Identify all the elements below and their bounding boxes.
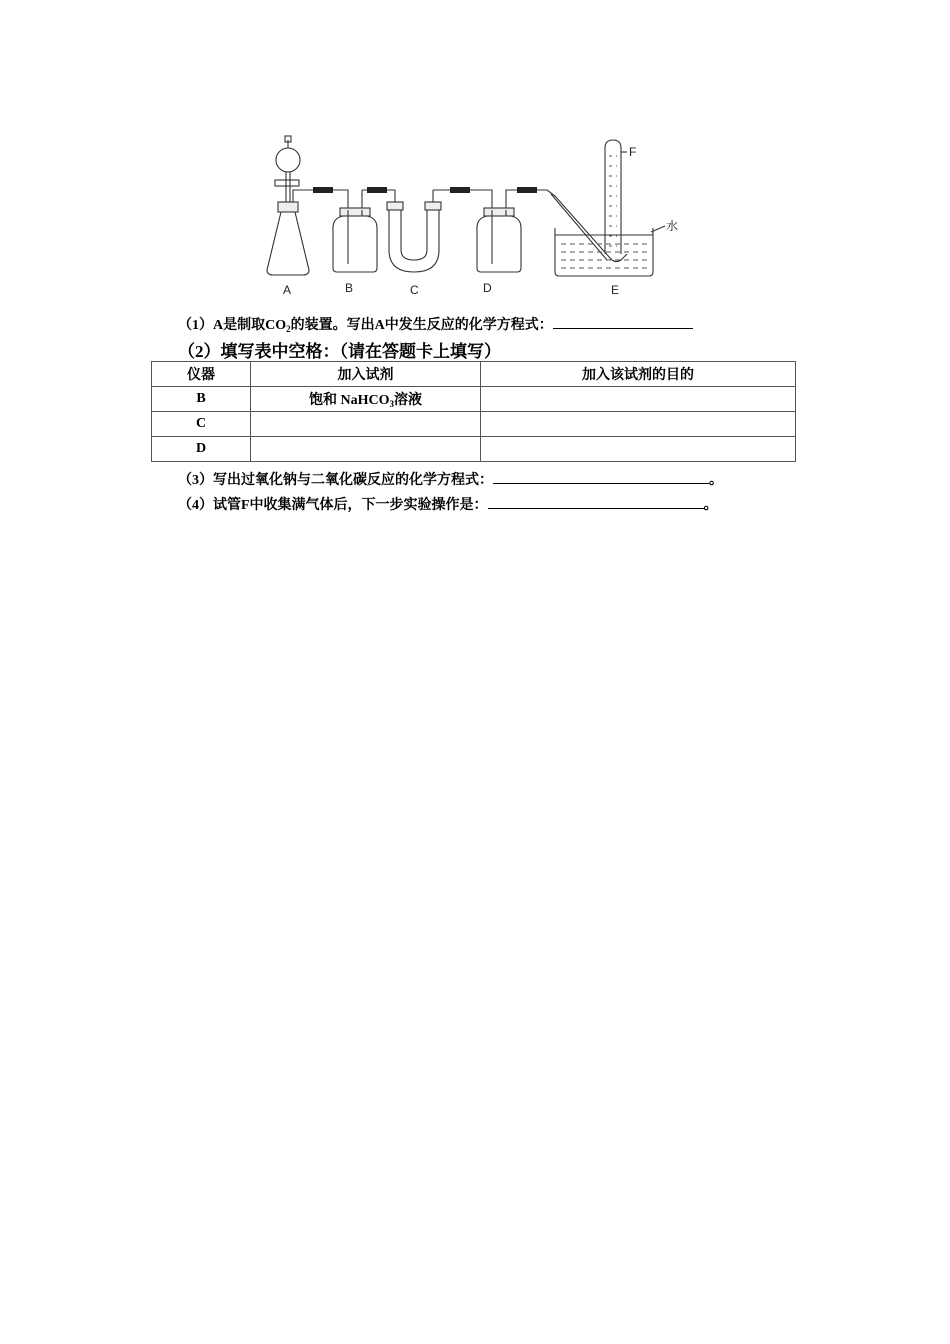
question-2-text: （2）填写表中空格：（请在答题卡上填写） bbox=[178, 342, 501, 361]
question-1-suffix: 的装置。写出A中发生反应的化学方程式： bbox=[290, 318, 553, 333]
label-d: D bbox=[483, 281, 492, 295]
header-reagent: 加入试剂 bbox=[251, 362, 481, 387]
table-header-row bbox=[152, 362, 796, 387]
cell-instrument: C bbox=[152, 412, 251, 437]
label-b: B bbox=[345, 281, 354, 295]
cell-purpose[interactable] bbox=[481, 437, 796, 462]
question-4-text: （4）试管F中收集满气体后，下一步实验操作是： bbox=[178, 498, 488, 513]
reagent-prefix: 饱和 NaHCO bbox=[309, 393, 390, 408]
cell-reagent[interactable] bbox=[251, 437, 481, 462]
test-tube-f bbox=[605, 140, 627, 254]
header-purpose: 加入该试剂的目的 bbox=[481, 362, 796, 387]
bottle-d bbox=[477, 190, 547, 272]
cell-instrument: B bbox=[152, 387, 251, 412]
label-water: 水 bbox=[666, 219, 679, 233]
water-trough-e bbox=[555, 226, 665, 276]
question-3-text: （3）写出过氧化钠与二氧化碳反应的化学方程式： bbox=[178, 473, 493, 488]
cell-reagent[interactable] bbox=[251, 412, 481, 437]
question-1-subscript: 2 bbox=[286, 324, 291, 334]
cell-purpose[interactable] bbox=[481, 387, 796, 412]
reagent-subscript: 3 bbox=[389, 399, 394, 409]
answer-blank-3[interactable] bbox=[493, 469, 709, 484]
question-3-end: 。 bbox=[709, 473, 723, 488]
label-e: E bbox=[611, 283, 620, 297]
cell-instrument: D bbox=[152, 437, 251, 462]
flask-a bbox=[267, 136, 315, 275]
question-4 bbox=[178, 494, 718, 514]
question-2 bbox=[178, 337, 501, 362]
label-f: F bbox=[629, 145, 637, 159]
table-row bbox=[152, 387, 796, 412]
reagent-table bbox=[151, 361, 796, 462]
question-1 bbox=[178, 314, 693, 334]
question-4-end: 。 bbox=[703, 498, 718, 513]
apparatus-diagram bbox=[255, 132, 695, 302]
bottle-b bbox=[333, 190, 377, 272]
table-row bbox=[152, 412, 796, 437]
u-tube-c bbox=[387, 190, 441, 272]
question-3 bbox=[178, 469, 723, 489]
answer-blank-4[interactable] bbox=[488, 494, 704, 509]
cell-reagent bbox=[251, 387, 481, 412]
question-1-prefix: （1）A是制取CO bbox=[178, 318, 287, 333]
table-row bbox=[152, 437, 796, 462]
header-instrument: 仪器 bbox=[152, 362, 251, 387]
label-c: C bbox=[410, 283, 419, 297]
reagent-suffix: 溶液 bbox=[394, 393, 422, 408]
label-a: A bbox=[283, 283, 292, 297]
answer-blank-1[interactable] bbox=[553, 314, 693, 329]
cell-purpose[interactable] bbox=[481, 412, 796, 437]
